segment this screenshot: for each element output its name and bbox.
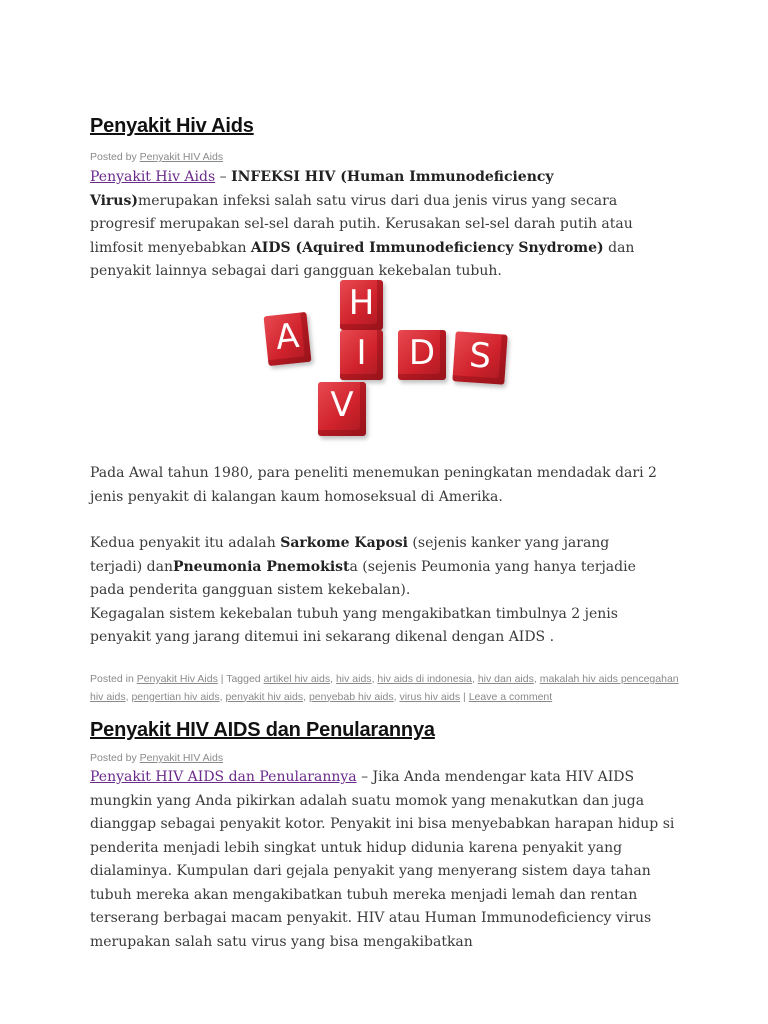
tag-link[interactable]: makalah hiv aids pencegahan hiv aids [90, 673, 679, 703]
post-2-intro-text: – Jika Anda mendengar kata HIV AIDS mungkin yang Anda pikirkan adalah suatu momok yang menakutkan dan juga dianggap sebagai penyakit kotor. Penyakit ini bisa menyebabkan harapan hidup si penderita menjadi lebih singkat untuk hidup didunia karena penyakit yang dialaminya. Kumpulan dari gejala penyakit yang menyerang sistem daya tahan tubuh mereka akan mengakibatkan tubuh mereka menjadi lemah dan rentan terserang berbagai macam penyakit. HIV atau Human Immunodeficiency virus merupakan salah satu virus yang bisa mengakibatkan [90, 769, 675, 950]
post-1-intro-link[interactable]: Penyakit Hiv Aids [90, 169, 216, 185]
category-link[interactable]: Penyakit Hiv Aids [136, 673, 218, 685]
tag-separator: , [330, 673, 336, 685]
tag-separator: , [125, 690, 132, 703]
sarkome-kaposi: Sarkome Kaposi [280, 535, 408, 551]
tag-separator: , [219, 690, 226, 703]
tagged-label: | Tagged [217, 673, 264, 685]
tag-separator: , [533, 673, 540, 685]
leave-comment-link[interactable]: Leave a comment [468, 690, 553, 703]
tag-link[interactable]: penyebab hiv aids [308, 690, 394, 703]
author-link[interactable]: Penyakit HIV Aids [139, 752, 224, 764]
tag-separator: , [393, 690, 400, 703]
cube-d: D [398, 330, 446, 380]
paragraph-text: Pada Awal tahun 1980, para peneliti menemukan peningkatan mendadak dari 2 jenis penyakit di kalangan kaum homoseksual di Amerika. [90, 465, 657, 505]
separator: | [460, 690, 469, 703]
post-1-header [90, 114, 690, 164]
cube-v: V [318, 382, 366, 436]
post-2-intro-link[interactable]: Penyakit HIV AIDS dan Penularannya [90, 769, 357, 785]
cube-h: H [340, 280, 383, 330]
tag-link[interactable]: artikel hiv aids [263, 673, 331, 685]
tag-separator: , [371, 673, 378, 685]
posted-in-label: Posted in [90, 673, 137, 685]
posted-by-label: Posted by [90, 151, 140, 163]
post-1-footer [90, 671, 680, 706]
post-2-intro [90, 766, 675, 954]
post-2-title[interactable]: Penyakit HIV AIDS dan Penularannya [90, 719, 435, 741]
dash: – [215, 169, 232, 185]
post-1-title[interactable]: Penyakit Hiv Aids [90, 115, 254, 137]
post-1-paragraph-3 [90, 532, 665, 650]
cube-s: S [452, 331, 507, 385]
tag-link[interactable]: pengertian hiv aids [131, 690, 220, 703]
tag-link[interactable]: hiv dan aids [477, 673, 534, 685]
paragraph-4: Kegagalan sistem kekebalan tubuh yang mengakibatkan timbulnya 2 jenis penyakit yang jarang ditemui ini sekarang dikenal dengan AIDS . [90, 605, 618, 645]
post-1-intro [90, 166, 660, 284]
tag-separator: , [303, 690, 309, 703]
cube-a: A [264, 312, 312, 366]
hiv-aids-cube-image [258, 278, 522, 438]
tag-link[interactable]: virus hiv aids [399, 690, 461, 703]
para3-start: Kedua penyakit itu adalah [90, 535, 281, 551]
para3-end: a (sejenis Peumonia yang hanya terjadie pada penderita gangguan sistem kekebalan). [90, 558, 636, 598]
post-2-byline [90, 751, 690, 765]
author-link[interactable]: Penyakit HIV Aids [139, 151, 224, 163]
cube-i: I [340, 330, 383, 380]
post-1-byline [90, 150, 690, 164]
post-1-paragraph-2 [90, 462, 665, 509]
intro-end: dan penyakit lainnya sebagai dari gangguan kekebalan tubuh. [90, 239, 635, 279]
tag-link[interactable]: hiv aids [335, 673, 372, 685]
intro-text: merupakan infeksi salah satu virus dari dua jenis virus yang secara progresif merupakan sel-sel darah putih. Kerusakan sel-sel darah putih atau limfosit menyebabkan [90, 192, 633, 256]
intro-bold-aids: AIDS (Aquired Immunodeficiency Snydrome) [250, 239, 604, 256]
tag-link[interactable]: hiv aids di indonesia [377, 673, 472, 685]
pneumonia-pnemokist: Pneumonia Pnemokist [172, 558, 350, 575]
intro-bold-hiv: INFEKSI HIV (Human Immunodeficiency Virus) [90, 169, 554, 209]
tag-link[interactable]: penyakit hiv aids [225, 690, 304, 703]
tag-separator: , [471, 673, 478, 685]
posted-by-label: Posted by [90, 752, 140, 764]
post-2-header [90, 718, 690, 765]
para3-mid: (sejenis kanker yang jarang terjadi) dan [90, 535, 610, 575]
